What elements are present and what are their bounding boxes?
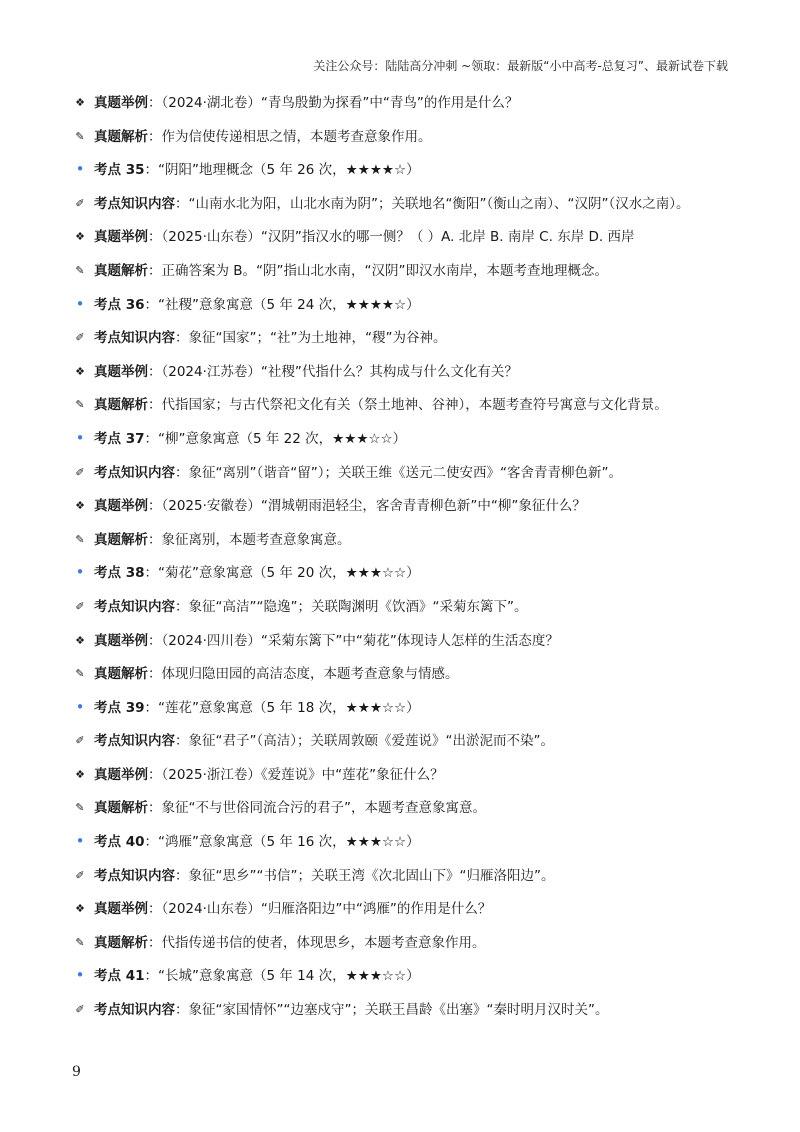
entry-label: 真题解析 — [94, 128, 148, 145]
diamond-bullet-icon: ❖ — [75, 902, 85, 916]
entry-knowledge — [72, 730, 732, 752]
pen-icon: ✐ — [75, 331, 85, 345]
entry-point — [72, 428, 732, 450]
entry-example — [72, 361, 732, 383]
pen-icon: ✐ — [75, 734, 85, 748]
entry-text: ：（2024·四川卷）“采菊东篱下”中“菊花”体现诗人怎样的生活态度？ — [148, 632, 559, 649]
pencil-icon: ✎ — [75, 935, 85, 949]
entry-analysis — [72, 932, 732, 954]
dot-bullet-icon: • — [75, 428, 85, 447]
entry-text: ：“山南水北为阳，山北水南为阴”；关联地名“衡阳”（衡山之南）、“汉阴”（汉水之南）。 — [175, 195, 690, 212]
entry-text: ：象征“思乡”“书信”；关联王湾《次北固山下》“归雁洛阳边”。 — [175, 867, 555, 884]
entry-label: 真题举例 — [94, 901, 148, 918]
pen-icon: ✐ — [75, 599, 85, 613]
entry-label: 考点 36 — [94, 296, 145, 313]
entry-text: ：象征“国家”；“社”为土地神，“稷”为谷神。 — [175, 330, 447, 347]
entry-text: ：“鸿雁”意象寓意（5 年 16 次，★★★☆☆） — [144, 834, 420, 851]
entry-text: ：“社稷”意象寓意（5 年 24 次，★★★★☆） — [144, 296, 420, 313]
entry-example — [72, 92, 732, 114]
entry-knowledge — [72, 596, 732, 618]
entry-knowledge — [72, 999, 732, 1021]
entry-analysis — [72, 260, 732, 282]
entry-label: 真题解析 — [94, 531, 148, 548]
entry-text: ：作为信使传递相思之情，本题考查意象作用。 — [148, 128, 432, 145]
pencil-icon: ✎ — [75, 532, 85, 546]
entry-knowledge — [72, 865, 732, 887]
entry-analysis — [72, 529, 732, 551]
entry-example — [72, 630, 732, 652]
dot-bullet-icon: • — [75, 697, 85, 716]
diamond-bullet-icon: ❖ — [75, 633, 85, 647]
entry-text: ：代指国家；与古代祭祀文化有关（祭土地神、谷神），本题考查符号寓意与文化背景。 — [148, 397, 668, 414]
entry-label: 真题解析 — [94, 800, 148, 817]
page-header: 关注公众号：陆陆高分冲刺 ~领取：最新版“小中高考-总复习”、最新试卷下载 — [313, 59, 728, 73]
entry-text: ：正确答案为 B。“阴”指山北水南，“汉阴”即汉水南岸，本题考查地理概念。 — [148, 262, 609, 279]
entry-label: 真题举例 — [94, 95, 148, 111]
entry-text: ：“菊花”意象寓意（5 年 20 次，★★★☆☆） — [144, 565, 420, 582]
entry-text: ：（2025·浙江卷）《爱莲说》中“莲花”象征什么？ — [148, 766, 444, 783]
dot-bullet-icon: • — [75, 832, 85, 851]
entry-label: 真题解析 — [94, 262, 148, 279]
entry-label: 真题举例 — [94, 498, 148, 515]
entry-text: ：代指传递书信的使者，体现思乡，本题考查意象作用。 — [148, 934, 486, 951]
entry-label: 考点 37 — [94, 430, 145, 447]
entry-analysis — [72, 394, 732, 416]
entry-text: ：象征“家国情怀”“边塞戍守”；关联王昌龄《出塞》“秦时明月汉时关”。 — [175, 1002, 609, 1019]
entry-label: 考点 41 — [94, 968, 145, 985]
entry-analysis — [72, 797, 732, 819]
diamond-bullet-icon: ❖ — [75, 364, 85, 378]
entry-label: 真题解析 — [94, 666, 148, 683]
dot-bullet-icon: • — [75, 294, 85, 313]
entry-text: ：象征“不与世俗同流合污的君子”，本题考查意象寓意。 — [148, 800, 486, 817]
diamond-bullet-icon: ❖ — [75, 230, 85, 244]
entry-text: ：象征“离别”（谐音“留”）；关联王维《送元二使安西》“客舍青青柳色新”。 — [175, 464, 622, 481]
entry-text: ：“莲花”意象寓意（5 年 18 次，★★★☆☆） — [144, 699, 420, 716]
entry-label: 考点知识内容 — [94, 867, 175, 884]
dot-bullet-icon: • — [75, 966, 85, 985]
entry-analysis — [72, 126, 732, 148]
entry-text: ：（2025·山东卷）“汉阴”指汉水的哪一侧？（ ）A. 北岸 B. 南岸 C. 东岸 D. 西岸 — [148, 229, 635, 246]
diamond-bullet-icon: ❖ — [75, 767, 85, 781]
entry-example — [72, 226, 732, 248]
pen-icon: ✐ — [75, 465, 85, 479]
entry-example — [72, 898, 732, 920]
entry-label: 真题举例 — [94, 363, 148, 380]
entry-label: 考点知识内容 — [94, 1002, 175, 1019]
pencil-icon: ✎ — [75, 129, 85, 143]
document-body — [72, 92, 732, 1033]
entry-example — [72, 495, 732, 517]
entry-text: ：（2024·山东卷）“归雁洛阳边”中“鸿雁”的作用是什么？ — [148, 901, 492, 918]
entry-point — [72, 562, 732, 584]
pencil-icon: ✎ — [75, 398, 85, 412]
diamond-bullet-icon: ❖ — [75, 499, 85, 513]
entry-text: ：体现归隐田园的高洁态度，本题考查意象与情感。 — [148, 666, 459, 683]
entry-label: 考点知识内容 — [94, 598, 175, 615]
entry-text: ：（2024·湖北卷）“青鸟殷勤为探看”中“青鸟”的作用是什么？ — [148, 95, 519, 111]
dot-bullet-icon: • — [75, 563, 85, 582]
entry-text: ：（2025·安徽卷）“渭城朝雨浥轻尘，客舍青青柳色新”中“柳”象征什么？ — [148, 498, 586, 515]
dot-bullet-icon: • — [75, 160, 85, 179]
page-number: 9 — [72, 1064, 81, 1080]
entry-text: ：象征离别，本题考查意象寓意。 — [148, 531, 351, 548]
entry-label: 真题举例 — [94, 632, 148, 649]
entry-label: 真题解析 — [94, 397, 148, 414]
entry-label: 考点知识内容 — [94, 733, 175, 750]
entry-label: 真题解析 — [94, 934, 148, 951]
entry-example — [72, 764, 732, 786]
entry-knowledge — [72, 462, 732, 484]
entry-point — [72, 831, 732, 853]
entry-text: ：“阴阳”地理概念（5 年 26 次，★★★★☆） — [144, 162, 420, 179]
entry-point — [72, 697, 732, 719]
entry-label: 考点知识内容 — [94, 330, 175, 347]
pen-icon: ✐ — [75, 868, 85, 882]
entry-label: 考点 39 — [94, 699, 145, 716]
entry-point — [72, 159, 732, 181]
pen-icon: ✐ — [75, 196, 85, 210]
pencil-icon: ✎ — [75, 667, 85, 681]
entry-point — [72, 294, 732, 316]
entry-text: ：“长城”意象寓意（5 年 14 次，★★★☆☆） — [144, 968, 420, 985]
entry-label: 考点知识内容 — [94, 195, 175, 212]
pen-icon: ✐ — [75, 1003, 85, 1017]
diamond-bullet-icon: ❖ — [75, 96, 85, 109]
entry-label: 考点知识内容 — [94, 464, 175, 481]
entry-text: ：（2024·江苏卷）“社稷”代指什么？其构成与什么文化有关？ — [148, 363, 518, 380]
entry-knowledge — [72, 193, 732, 215]
entry-analysis — [72, 663, 732, 685]
entry-label: 真题举例 — [94, 766, 148, 783]
entry-label: 考点 40 — [94, 834, 145, 851]
entry-text: ：象征“高洁”“隐逸”；关联陶渊明《饮酒》“采菊东篱下”。 — [175, 598, 528, 615]
entry-label: 真题举例 — [94, 229, 148, 246]
entry-knowledge — [72, 327, 732, 349]
entry-text: ：“柳”意象寓意（5 年 22 次，★★★☆☆） — [144, 430, 407, 447]
entry-label: 考点 35 — [94, 162, 145, 179]
entry-point — [72, 965, 732, 987]
pencil-icon: ✎ — [75, 263, 85, 277]
entry-text: ：象征“君子”（高洁）；关联周敦颐《爱莲说》“出淤泥而不染”。 — [175, 733, 554, 750]
entry-label: 考点 38 — [94, 565, 145, 582]
pencil-icon: ✎ — [75, 801, 85, 815]
